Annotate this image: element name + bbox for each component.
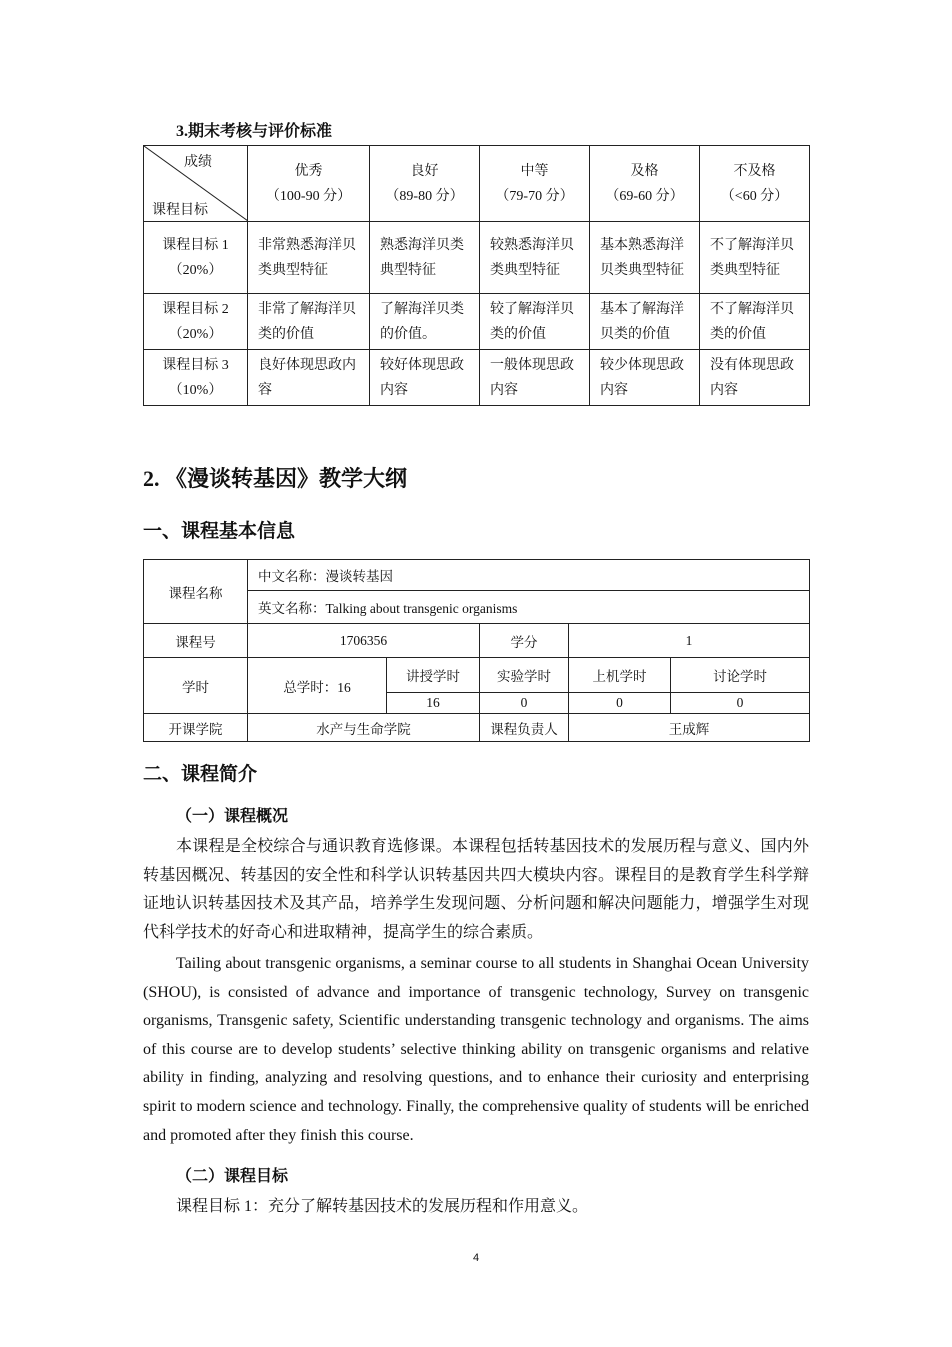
- table-row: [144, 294, 810, 350]
- course-code-label: 课程号: [144, 624, 248, 658]
- criteria-cell: 较好体现思政内容: [370, 350, 480, 406]
- table-row: [144, 560, 810, 591]
- section-intro-heading: 二、课程简介: [143, 764, 258, 785]
- criteria-cell: 基本了解海洋贝类的价值: [590, 294, 700, 350]
- course-syllabus-title: 2. 《漫谈转基因》教学大纲: [143, 466, 408, 491]
- lab-hours-label: 实验学时: [480, 658, 569, 693]
- section-basic-info-heading: 一、课程基本信息: [143, 521, 296, 542]
- criteria-cell: 熟悉海洋贝类典型特征: [370, 222, 480, 294]
- grade-level-name: 良好: [410, 163, 439, 179]
- grade-level-header: [590, 146, 700, 222]
- grade-level-header: [370, 146, 480, 222]
- criteria-cell: 良好体现思政内容: [248, 350, 370, 406]
- chinese-name-cell: 中文名称：漫谈转基因: [248, 560, 810, 591]
- goal-weight: （10%）: [168, 382, 223, 398]
- grade-level-header: [480, 146, 590, 222]
- table-row: [144, 658, 810, 693]
- grade-level-name: 不及格: [733, 163, 776, 179]
- grade-level-name: 优秀: [294, 163, 323, 179]
- discussion-hours-value: 0: [671, 693, 810, 714]
- criteria-cell: 不了解海洋贝类的价值: [700, 294, 810, 350]
- grade-level-range: （69-60 分）: [605, 188, 684, 204]
- corner-label-goal: 课程目标: [152, 203, 208, 218]
- criteria-cell: 非常了解海洋贝类的价值: [248, 294, 370, 350]
- criteria-cell: 不了解海洋贝类典型特征: [700, 222, 810, 294]
- course-name-label: 课程名称: [144, 560, 248, 624]
- college-value: 水产与生命学院: [248, 714, 480, 742]
- grade-level-name: 及格: [630, 163, 659, 179]
- criteria-cell: 没有体现思政内容: [700, 350, 810, 406]
- credit-value: 1: [569, 624, 810, 658]
- goal-cell: [144, 294, 248, 350]
- overview-paragraph-english: Tailing about transgenic organisms, a seminar course to all students in Shanghai Ocean University (SHOU), is consisted of advance and importance of transgenic technology, Survey on transgenic organisms, Transgenic safety, Scientific understanding transgenic technology and organisms. The aims of this course are to develop students’ selective thinking ability on transgenic organisms and relative ability in finding, analyzing and resolving questions, and to enhance their curiosity and enterprising spirit to modern science and technology. Finally, the comprehensive quality of students will be enriched and promoted after they finish this course.: [143, 955, 809, 1144]
- table-row: [144, 714, 810, 742]
- hours-label: 学时: [144, 658, 248, 714]
- criteria-cell: 一般体现思政内容: [480, 350, 590, 406]
- table-row: [144, 222, 810, 294]
- page-number: 4: [472, 1252, 480, 1264]
- discussion-hours-label: 讨论学时: [671, 658, 810, 693]
- goal-name: 课程目标 3: [162, 357, 229, 373]
- criteria-cell: 基本熟悉海洋贝类典型特征: [590, 222, 700, 294]
- goal-weight: （20%）: [168, 326, 223, 342]
- criteria-cell: 较了解海洋贝类的价值: [480, 294, 590, 350]
- grading-header-row: [144, 146, 810, 222]
- total-hours: 总学时：16: [248, 658, 387, 714]
- goal-weight: （20%）: [168, 262, 223, 278]
- table-row: [144, 624, 810, 658]
- goal-name: 课程目标 2: [162, 301, 229, 317]
- credit-label: 学分: [480, 624, 569, 658]
- english-name-cell: 英文名称：Talking about transgenic organisms: [248, 591, 810, 624]
- criteria-cell: 较熟悉海洋贝类典型特征: [480, 222, 590, 294]
- criteria-cell: 较少体现思政内容: [590, 350, 700, 406]
- lecture-hours-label: 讲授学时: [387, 658, 480, 693]
- grade-level-name: 中等: [520, 163, 549, 179]
- grade-level-header: [700, 146, 810, 222]
- objectives-subheading: （二）课程目标: [176, 1168, 289, 1185]
- grade-level-header: [248, 146, 370, 222]
- course-code-value: 1706356: [248, 624, 480, 658]
- grade-level-range: （89-80 分）: [385, 188, 464, 204]
- diagonal-header-cell: [144, 146, 248, 222]
- grade-level-range: （<60 分）: [720, 188, 789, 204]
- goal-cell: [144, 222, 248, 294]
- computer-hours-label: 上机学时: [569, 658, 671, 693]
- owner-value: 王成辉: [569, 714, 810, 742]
- grade-level-range: （100-90 分）: [265, 188, 352, 204]
- grading-criteria-table: [143, 145, 810, 406]
- corner-label-grade: 成绩: [184, 155, 212, 170]
- lecture-hours-value: 16: [387, 693, 480, 714]
- course-info-table: [143, 559, 810, 742]
- course-goal-1: 课程目标 1：充分了解转基因技术的发展历程和作用意义。: [176, 1198, 589, 1215]
- criteria-cell: 了解海洋贝类的价值。: [370, 294, 480, 350]
- overview-subheading: （一）课程概况: [176, 808, 289, 825]
- section-3-heading: 3.期末考核与评价标准: [176, 123, 333, 140]
- computer-hours-value: 0: [569, 693, 671, 714]
- table-row: [144, 350, 810, 406]
- college-label: 开课学院: [144, 714, 248, 742]
- lab-hours-value: 0: [480, 693, 569, 714]
- criteria-cell: 非常熟悉海洋贝类典型特征: [248, 222, 370, 294]
- goal-name: 课程目标 1: [162, 237, 229, 253]
- grade-level-range: （79-70 分）: [495, 188, 574, 204]
- goal-cell: [144, 350, 248, 406]
- overview-paragraph-chinese: 本课程是全校综合与通识教育选修课。本课程包括转基因技术的发展历程与意义、国内外转基因概况、转基因的安全性和科学认识转基因共四大模块内容。课程目的是教育学生科学辩证地认识转基因技术及其产品，培养学生发现问题、分析问题和解决问题能力，增强学生对现代科学技术的好奇心和进取精神，提高学生的综合素质。: [143, 838, 809, 941]
- owner-label: 课程负责人: [480, 714, 569, 742]
